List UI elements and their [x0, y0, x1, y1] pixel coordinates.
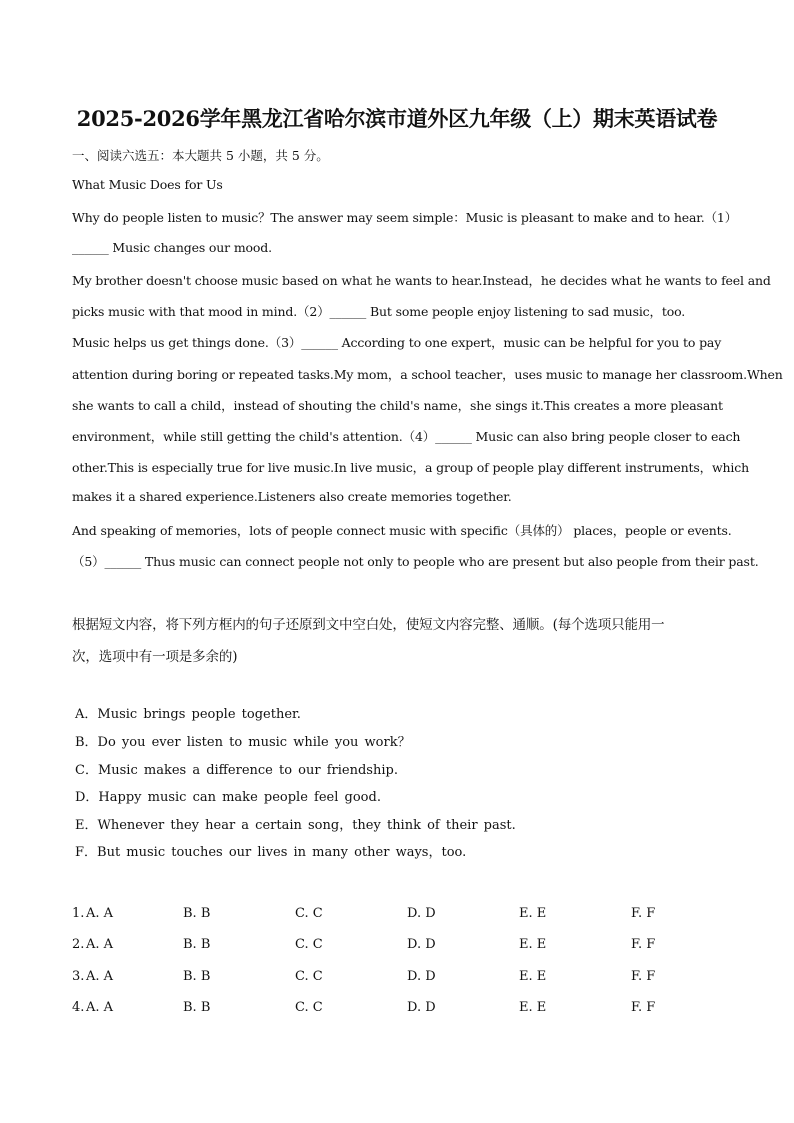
instruction-line: 次，选项中有一项是多余的)	[72, 649, 238, 665]
instruction-line: 根据短文内容，将下列方框内的句子还原到文中空白处，使短文内容完整、通顺。(每个选项只能用一	[72, 617, 665, 633]
choice-e[interactable]: E. E	[519, 906, 547, 921]
passage-line: Music helps us get things done.（3）______ According to one expert，music can be helpful for you to pay	[72, 335, 722, 350]
choice-f[interactable]: F. F	[631, 1000, 656, 1015]
choice-e[interactable]: E. E	[519, 969, 547, 984]
question-number: 3.	[72, 969, 85, 984]
passage-line: And speaking of memories，lots of people connect music with specific（具体的） places，people or events.	[72, 523, 732, 538]
choice-b[interactable]: B. B	[183, 906, 211, 921]
choice-d[interactable]: D. D	[407, 906, 436, 921]
passage-line: she wants to call a child，instead of shouting the child's name，she sings it.This creates a more pleasant	[72, 398, 723, 413]
passage-title: What Music Does for Us	[72, 177, 223, 192]
choice-c[interactable]: C. C	[295, 969, 323, 984]
passage-line: other.This is especially true for live music.In live music，a group of people play different instruments，which	[72, 460, 750, 475]
section-heading: 一、阅读六选五：本大题共 5 小题，共 5 分。	[72, 148, 329, 163]
question-row	[72, 906, 732, 922]
passage-line: ______ Music changes our mood.	[72, 240, 272, 255]
question-row	[72, 1000, 732, 1016]
choice-d[interactable]: D. D	[407, 1000, 436, 1015]
choice-c[interactable]: C. C	[295, 937, 323, 952]
passage-line: （5）______ Thus music can connect people not only to people who are present but also people from their past.	[72, 554, 759, 569]
choice-e[interactable]: E. E	[519, 937, 547, 952]
passage-line: attention during boring or repeated tasks.My mom，a school teacher，uses music to manage her classroom.When	[72, 367, 783, 382]
choice-c[interactable]: C. C	[295, 1000, 323, 1015]
option-e: E．Whenever they hear a certain song，they think of their past.	[75, 818, 516, 833]
option-d: D．Happy music can make people feel good.	[75, 790, 381, 805]
passage-line: My brother doesn't choose music based on what he wants to hear.Instead，he decides what he wants to feel and	[72, 273, 771, 288]
choice-b[interactable]: B. B	[183, 1000, 211, 1015]
choice-a[interactable]: A. A	[86, 1000, 114, 1015]
choice-a[interactable]: A. A	[86, 906, 114, 921]
choice-f[interactable]: F. F	[631, 906, 656, 921]
passage-line: picks music with that mood in mind.（2）______ But some people enjoy listening to sad music，too.	[72, 304, 686, 319]
choice-d[interactable]: D. D	[407, 937, 436, 952]
choice-a[interactable]: A. A	[86, 969, 114, 984]
choice-e[interactable]: E. E	[519, 1000, 547, 1015]
question-number: 4.	[72, 1000, 85, 1015]
option-a: A．Music brings people together.	[75, 707, 301, 722]
question-row	[72, 969, 732, 985]
option-b: B．Do you ever listen to music while you work？	[75, 735, 411, 750]
option-f: F．But music touches our lives in many other ways，too.	[75, 845, 467, 860]
choice-b[interactable]: B. B	[183, 969, 211, 984]
passage-line: environment，while still getting the child's attention.（4）______ Music can also bring people closer to each	[72, 429, 741, 444]
passage-line: Why do people listen to music？The answer may seem simple：Music is pleasant to make and to hear.（1）	[72, 210, 738, 225]
question-number: 1.	[72, 906, 85, 921]
choice-d[interactable]: D. D	[407, 969, 436, 984]
choice-b[interactable]: B. B	[183, 937, 211, 952]
choice-a[interactable]: A. A	[86, 937, 114, 952]
choice-f[interactable]: F. F	[631, 937, 656, 952]
option-c: C．Music makes a difference to our friendship.	[75, 763, 398, 778]
question-number: 2.	[72, 937, 85, 952]
exam-title: 2025-2026学年黑龙江省哈尔滨市道外区九年级（上）期末英语试卷	[76, 106, 718, 131]
choice-c[interactable]: C. C	[295, 906, 323, 921]
choice-f[interactable]: F. F	[631, 969, 656, 984]
question-row	[72, 937, 732, 953]
passage-line: makes it a shared experience.Listeners also create memories together.	[72, 489, 512, 504]
